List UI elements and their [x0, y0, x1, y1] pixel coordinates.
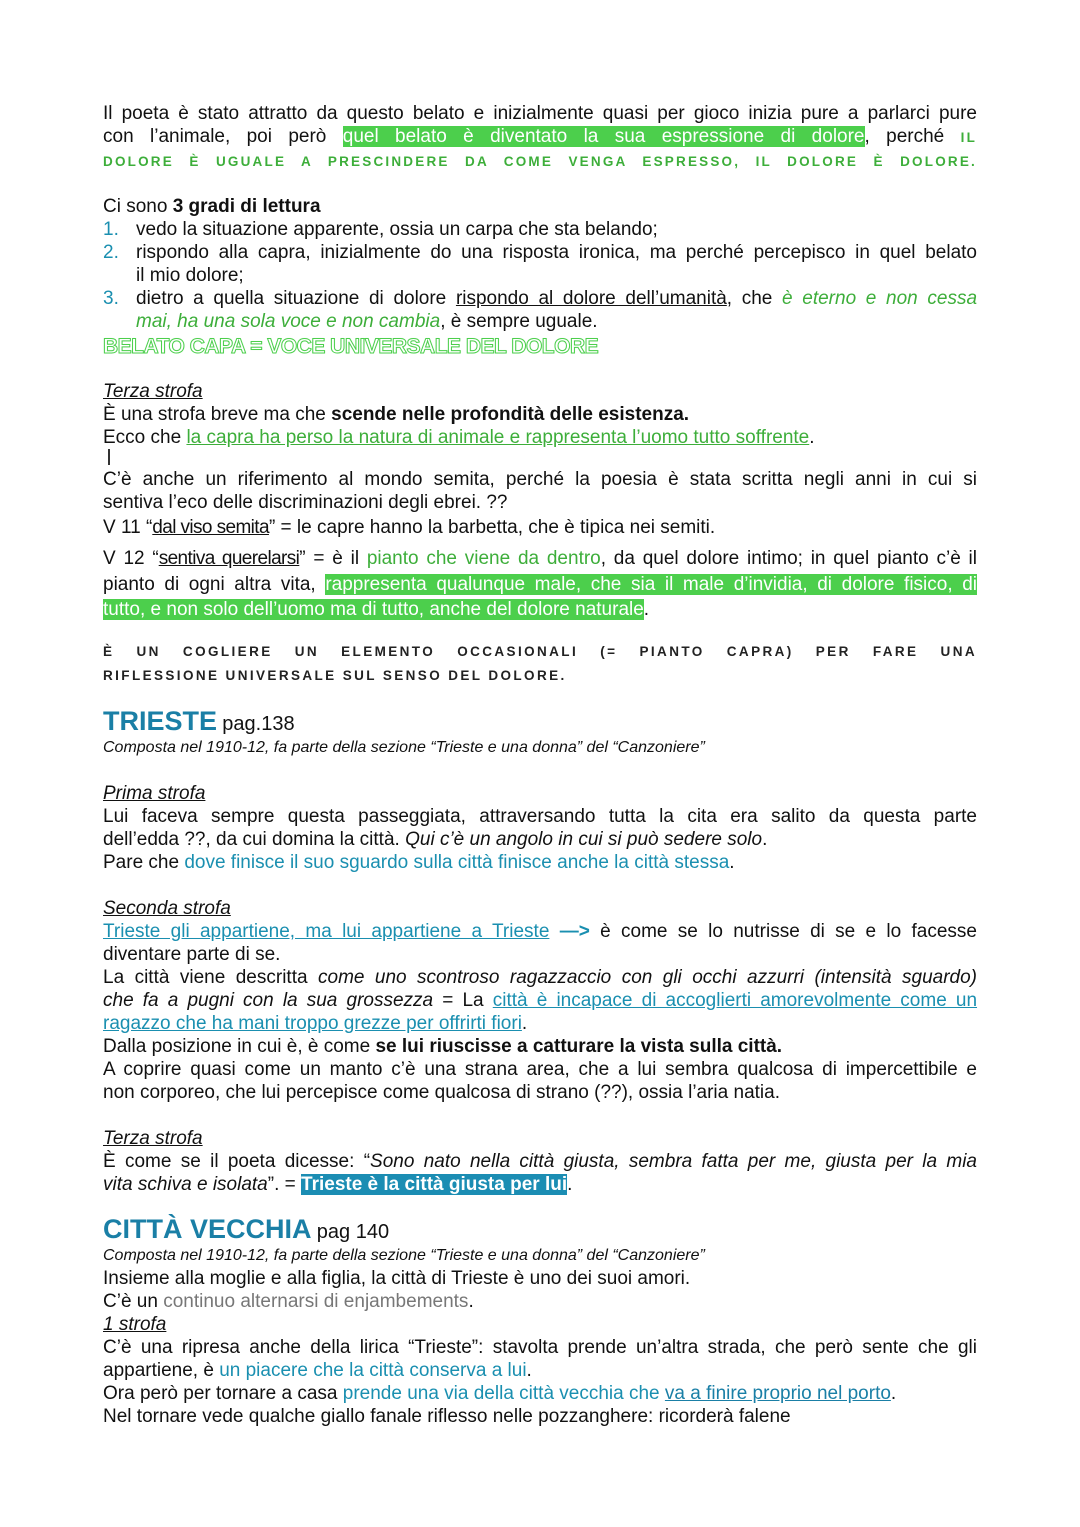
- reading-levels-intro: Ci sono 3 gradi di lettura: [103, 196, 321, 217]
- section-heading: CITTÀ VECCHIA pag 140: [103, 1214, 390, 1244]
- section-caption: Composta nel 1910-12, fa parte della sezione “Trieste e una donna” del “Canzoniere”: [103, 1247, 705, 1264]
- text-line: che fa a pugni con la sua grossezza = La città è incapace di accoglierti amorevolmente come un: [103, 990, 978, 1011]
- text-line: pianto di ogni altra vita, rappresenta qualunque male, che sia il male d’invidia, di dolore fisico, di: [103, 574, 978, 595]
- terza-strofa-capra: [103, 380, 977, 687]
- text-line: [103, 149, 977, 173]
- text-line: Dalla posizione in cui è, è come se lui riuscisse a catturare la vista sulla città.: [103, 1036, 783, 1057]
- intro-paragraph: [103, 102, 977, 173]
- caps-conclusion: RIFLESSIONE UNIVERSALE SUL SENSO DEL DOLORE.: [103, 668, 567, 683]
- text-line: con l’animale, poi però quel belato è diventato la sua espressione di dolore, perché IL: [103, 126, 978, 147]
- list-item: 3. dietro a quella situazione di dolore rispondo al dolore dell’umanità, che è eterno e non cessa mai, ha una sola voce e non cambia, è sempre uguale.: [103, 288, 978, 332]
- text-line: C’è una ripresa anche della lirica “Trieste”: stavolta prende un’altra strada, che però sente che gli: [103, 1337, 977, 1358]
- text-line: C’è un continuo alternarsi di enjambements.: [103, 1291, 474, 1312]
- arrow-mark: [103, 449, 977, 468]
- section-subtitle: Prima strofa: [103, 783, 206, 804]
- green-highlight: quel belato è diventato la sua espressione di dolore: [342, 126, 865, 147]
- text-line: sentiva l’eco delle discriminazioni degli ebrei. ??: [103, 492, 508, 513]
- citta-vecchia-section: [103, 1214, 977, 1428]
- text-line: Lui faceva sempre questa passeggiata, attraversando tutta la cita era salito da questa parte: [103, 806, 977, 827]
- list-item: 2. rispondo alla capra, inizialmente do una risposta ironica, ma perché percepisco in quel belato il mio dolore;: [103, 242, 977, 286]
- section-subtitle: Seconda strofa: [103, 898, 231, 919]
- verse-note: V 12 “sentiva querelarsi” = è il pianto che viene da dentro, da quel dolore intimo; in quel pianto c’è il: [103, 548, 977, 569]
- text-line: La città viene descritta come uno scontroso ragazzaccio con gli occhi azzurri (intensità sguardo): [103, 967, 978, 988]
- text-line: È una strofa breve ma che scende nelle profondità delle esistenza.: [103, 404, 690, 425]
- caps-emphasis: DOLORE È UGUALE A PRESCINDERE DA COME VENGA ESPRESSO, IL DOLORE È DOLORE.: [103, 154, 977, 169]
- text-line: Nel tornare vede qualche giallo fanale riflesso nelle pozzanghere: ricorderà falene: [103, 1406, 791, 1427]
- text-line: diventare parte di se.: [103, 944, 281, 965]
- text-line: dell’edda ??, da cui domina la città. Qui c’è un angolo in cui si può sedere solo.: [103, 829, 768, 850]
- section-caption: Composta nel 1910-12, fa parte della sezione “Trieste e una donna” del “Canzoniere”: [103, 739, 705, 756]
- caps-conclusion: È UN COGLIERE UN ELEMENTO OCCASIONALI (= PIANTO CAPRA) PER FARE UNA: [103, 644, 977, 659]
- text-line: Ecco che la capra ha perso la natura di animale e rappresenta l’uomo tutto soffrente.: [103, 427, 815, 448]
- text-line: Pare che dove finisce il suo sguardo sulla città finisce anche la città stessa.: [103, 852, 735, 873]
- text-line: Insieme alla moglie e alla figlia, la città di Trieste è uno dei suoi amori.: [103, 1268, 691, 1289]
- text-line: Ora però per tornare a casa prende una via della città vecchia che va a finire proprio nel porto.: [103, 1383, 897, 1404]
- section-subtitle: Terza strofa: [103, 1128, 203, 1149]
- list-item: 1. vedo la situazione apparente, ossia un carpa che sta belando;: [103, 219, 658, 240]
- reading-levels-list: [103, 218, 977, 333]
- text-line: ragazzo che ha mani troppo grezze per offrirti fiori.: [103, 1013, 528, 1034]
- text-line: È come se il poeta dicesse: “Sono nato nella città giusta, sembra fatta per me, giusta per la mia: [103, 1151, 977, 1172]
- text-line: vita schiva e isolata”. = Trieste è la città giusta per lui.: [103, 1174, 573, 1195]
- text-line: non corporeo, che lui percepisce come qualcosa di strano (??), ossia l’aria natia.: [103, 1082, 780, 1103]
- text-line: C’è anche un riferimento al mondo semita, perché la poesia è stata scritta negli anni in cui si: [103, 469, 977, 490]
- verse-note: V 11 “dal viso semita” = le capre hanno la barbetta, che è tipica nei semiti.: [103, 517, 716, 538]
- trieste-section: [103, 706, 978, 1196]
- section-subtitle: 1 strofa: [103, 1314, 167, 1335]
- text-line: appartiene, è un piacere che la città conserva a lui.: [103, 1360, 532, 1381]
- blue-highlight: Trieste è la città giusta per lui: [301, 1174, 568, 1195]
- text-line: A coprire quasi come un manto c’è una strana area, che a lui sembra qualcosa di impercettibile e: [103, 1059, 977, 1080]
- outlined-heading: BELATO CAPA = VOCE UNIVERSALE DEL DOLORE: [103, 335, 599, 358]
- section-heading: TRIESTE pag.138: [103, 706, 295, 736]
- text-line: Il poeta è stato attratto da questo belato e inizialmente quasi per gioco inizia pure a parlarci pure: [103, 103, 977, 124]
- reading-levels: [103, 195, 977, 358]
- section-subtitle: Terza strofa: [103, 381, 203, 402]
- text-line: tutto, e non solo dell’uomo ma di tutto, anche del dolore naturale.: [103, 599, 650, 620]
- text-line: Trieste gli appartiene, ma lui appartiene a Trieste —> è come se lo nutrisse di se e lo facesse: [103, 921, 978, 942]
